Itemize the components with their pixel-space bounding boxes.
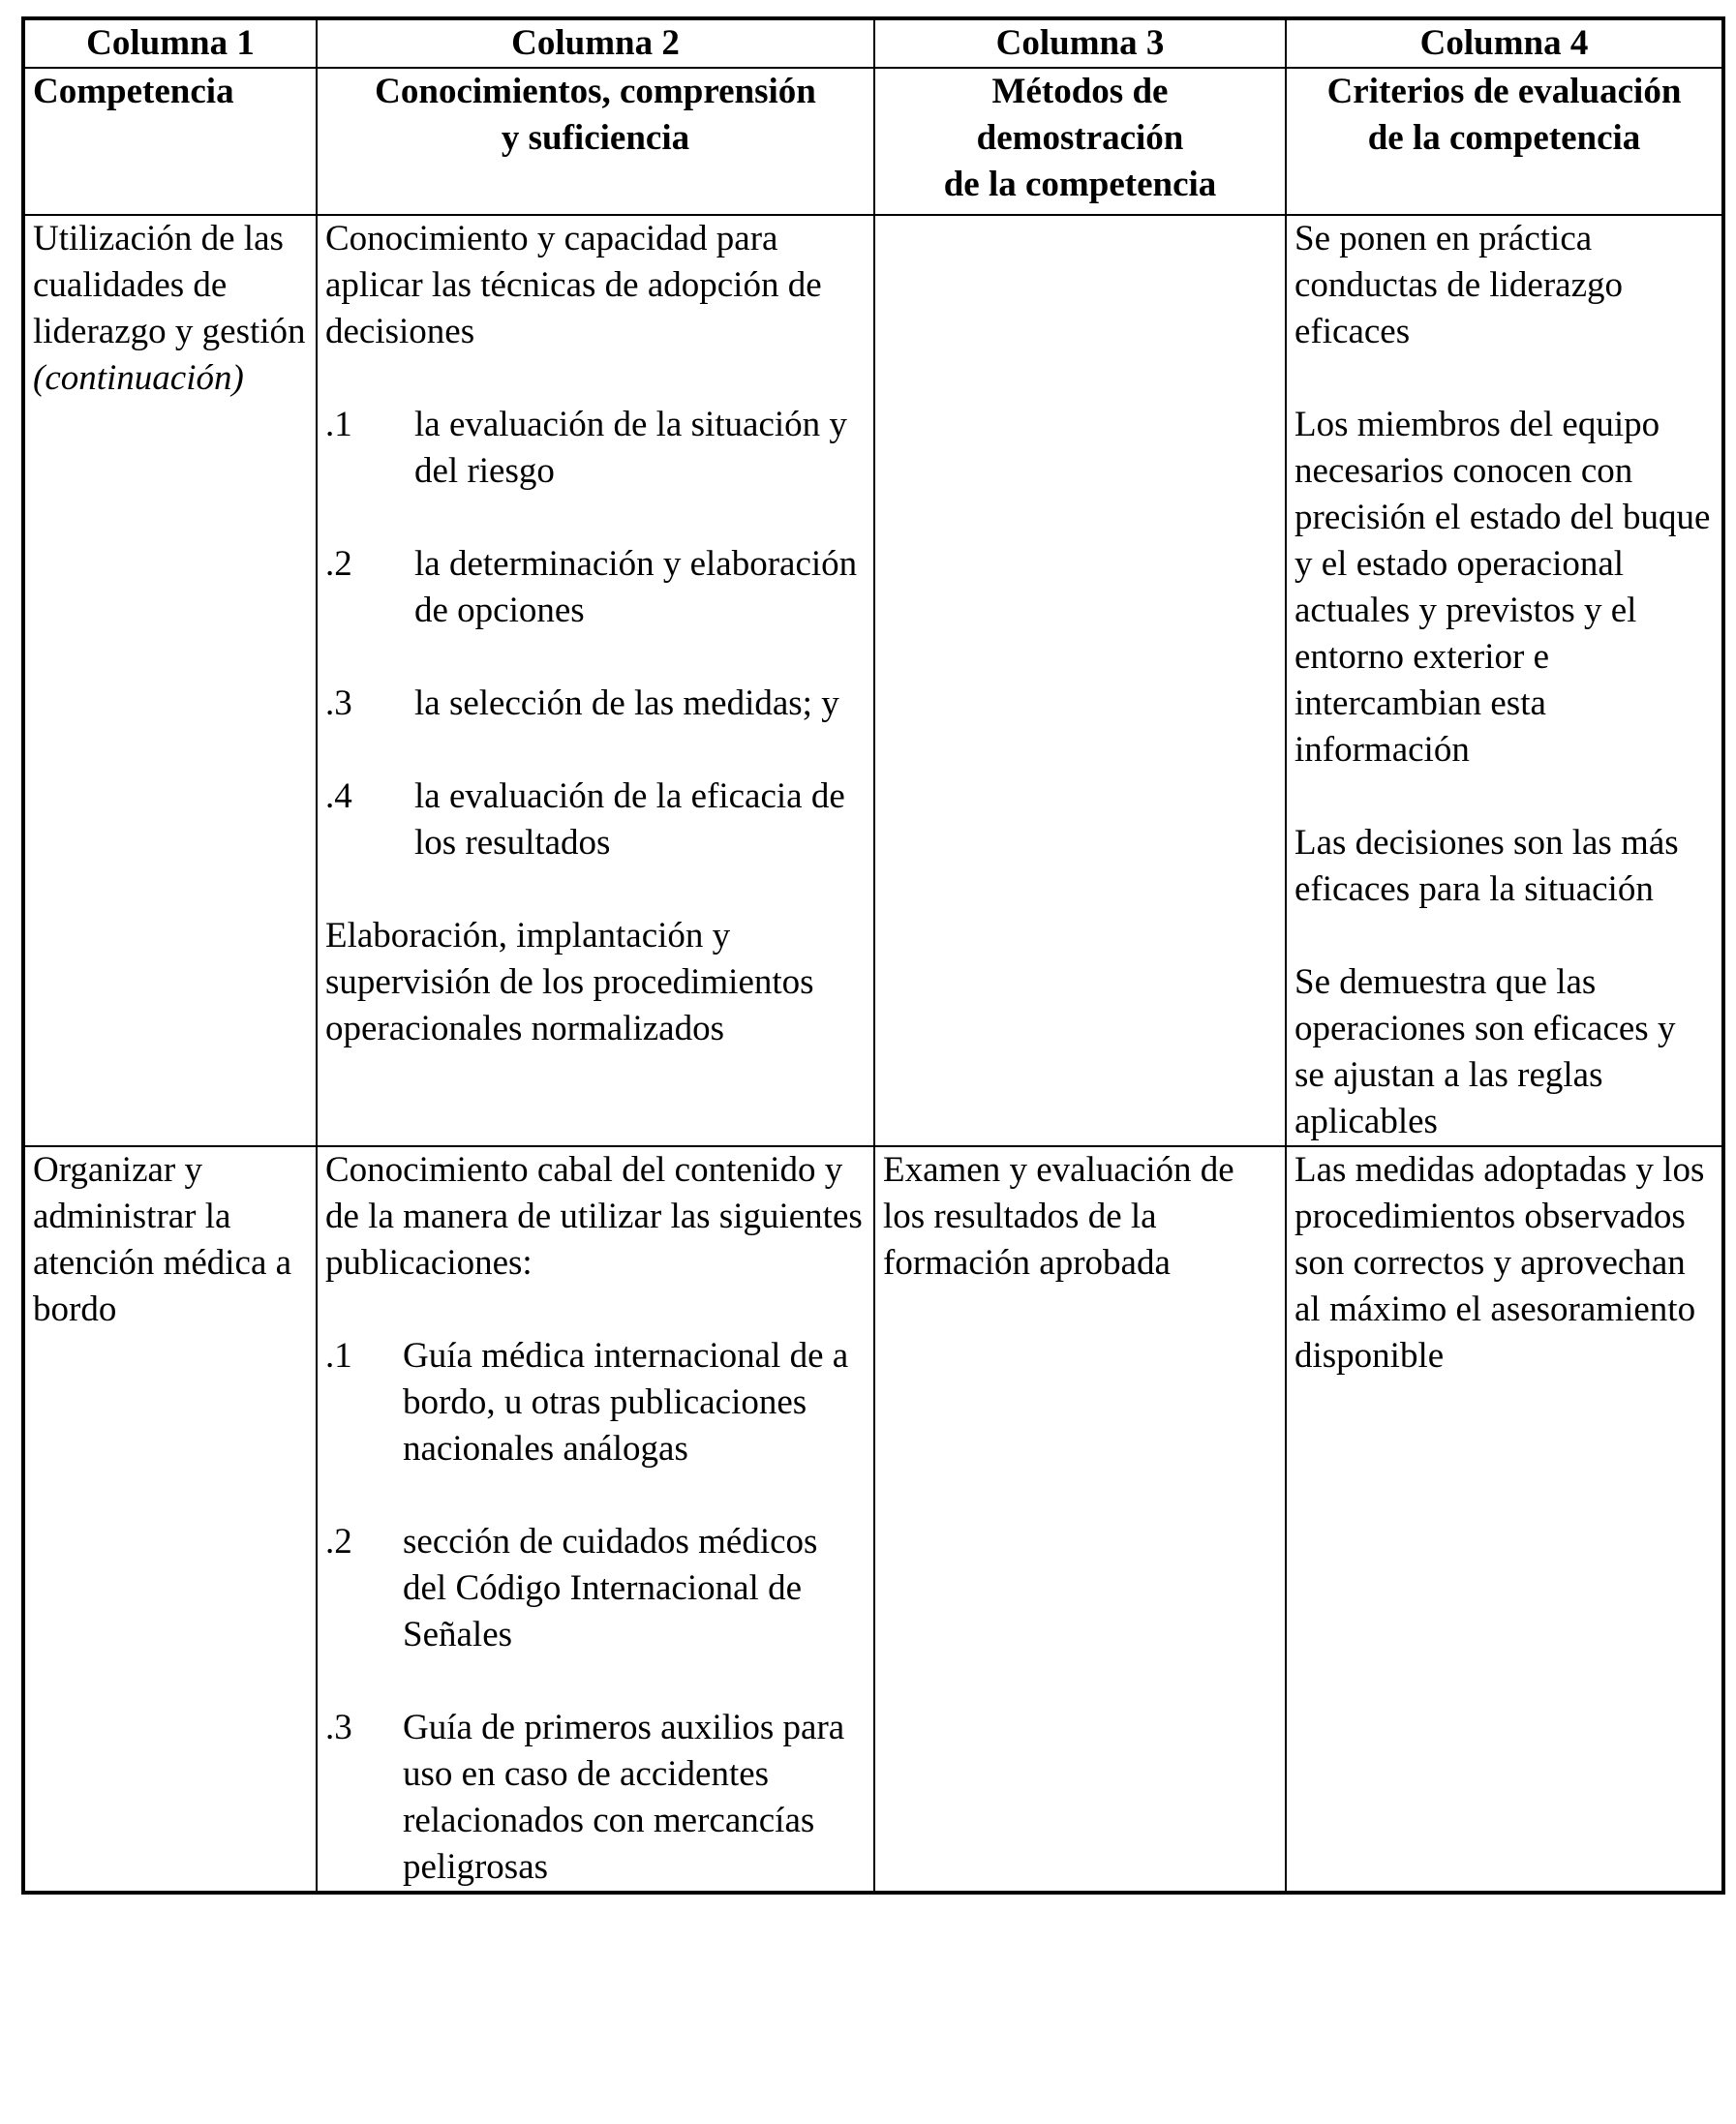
header-competencia: Competencia — [23, 68, 317, 215]
header-metodos — [874, 68, 1286, 215]
list-item — [325, 1705, 866, 1891]
item-number: .1 — [325, 1336, 352, 1376]
item-text: la selección de las medidas; y — [414, 683, 839, 723]
list-item — [325, 1333, 866, 1472]
item-text: la determinación y elaboración de opciones — [414, 544, 858, 630]
header-criterios-line-1: Criterios de evaluación — [1326, 72, 1682, 111]
criterio-paragraph: Se ponen en práctica conductas de liderazgo eficaces — [1294, 219, 1624, 351]
item-text: Guía de primeros auxilios para uso en caso de accidentes relacionados con mercancías peligrosas — [403, 1708, 845, 1887]
item-number: .3 — [325, 1708, 352, 1747]
conocimientos-cell — [317, 215, 874, 1146]
criterios-cell — [1286, 215, 1723, 1146]
column-number-4: Columna 4 — [1286, 18, 1723, 68]
criterio-paragraph: Se demuestra que las operaciones son eficaces y se ajustan a las reglas aplicables — [1294, 962, 1676, 1141]
list-item — [325, 774, 866, 866]
list-item — [325, 541, 866, 634]
header-conocimientos — [317, 68, 874, 215]
column-number-3: Columna 3 — [874, 18, 1286, 68]
item-text: la evaluación de la eficacia de los resultados — [414, 776, 845, 863]
competencia-cell — [23, 1146, 317, 1893]
header-conocimientos-line-2: y suficiencia — [501, 118, 690, 158]
criterio-paragraph: Los miembros del equipo necesarios conocen con precisión el estado del buque y el estado operacional actuales y previstos y el entorno exterior e intercambian esta información — [1294, 405, 1711, 770]
column-header-row — [23, 68, 1723, 215]
item-number: .3 — [325, 683, 352, 723]
continuation-note: (continuación) — [33, 358, 244, 398]
metodos-cell — [874, 215, 1286, 1146]
header-criterios — [1286, 68, 1723, 215]
list-item — [325, 1519, 866, 1658]
header-metodos-line-2: demostración — [976, 118, 1184, 158]
competencia-text: Utilización de las cualidades de liderazgo y gestión — [33, 219, 306, 351]
metodos-cell: Examen y evaluación de los resultados de la formación aprobada — [874, 1146, 1286, 1893]
header-conocimientos-line-1: Conocimientos, comprensión — [375, 72, 816, 111]
item-text: la evaluación de la situación y del riesgo — [414, 405, 847, 491]
conocimientos-cell — [317, 1146, 874, 1893]
competencia-cell — [23, 215, 317, 1146]
criterios-cell — [1286, 1146, 1723, 1893]
item-number: .2 — [325, 544, 352, 584]
item-number: .2 — [325, 1522, 352, 1562]
header-criterios-line-2: de la competencia — [1367, 118, 1641, 158]
item-text: Guía médica internacional de a bordo, u otras publicaciones nacionales análogas — [403, 1336, 849, 1469]
table-row — [23, 1146, 1723, 1893]
item-number: .4 — [325, 776, 352, 816]
column-number-2: Columna 2 — [317, 18, 874, 68]
conocimientos-outro: Elaboración, implantación y supervisión de los procedimientos operacionales normalizados — [325, 916, 814, 1048]
column-number-row — [23, 18, 1723, 68]
item-text: sección de cuidados médicos del Código Internacional de Señales — [403, 1522, 818, 1654]
column-number-1: Columna 1 — [23, 18, 317, 68]
list-item — [325, 681, 866, 727]
header-metodos-line-3: de la competencia — [943, 165, 1217, 204]
conocimientos-intro: Conocimiento cabal del contenido y de la manera de utilizar las siguientes publicaciones: — [325, 1150, 863, 1283]
criterio-paragraph: Las medidas adoptadas y los procedimientos observados son correctos y aprovechan al máximo el asesoramiento disponible — [1294, 1150, 1705, 1376]
header-metodos-line-1: Métodos de — [991, 72, 1169, 111]
conocimientos-intro: Conocimiento y capacidad para aplicar las técnicas de adopción de decisiones — [325, 219, 822, 351]
criterio-paragraph: Las decisiones son las más eficaces para la situación — [1294, 823, 1679, 909]
list-item — [325, 402, 866, 495]
competence-table — [21, 16, 1725, 1895]
competencia-text: Organizar y administrar la atención médica a bordo — [33, 1150, 292, 1329]
item-number: .1 — [325, 405, 352, 444]
table-row — [23, 215, 1723, 1146]
